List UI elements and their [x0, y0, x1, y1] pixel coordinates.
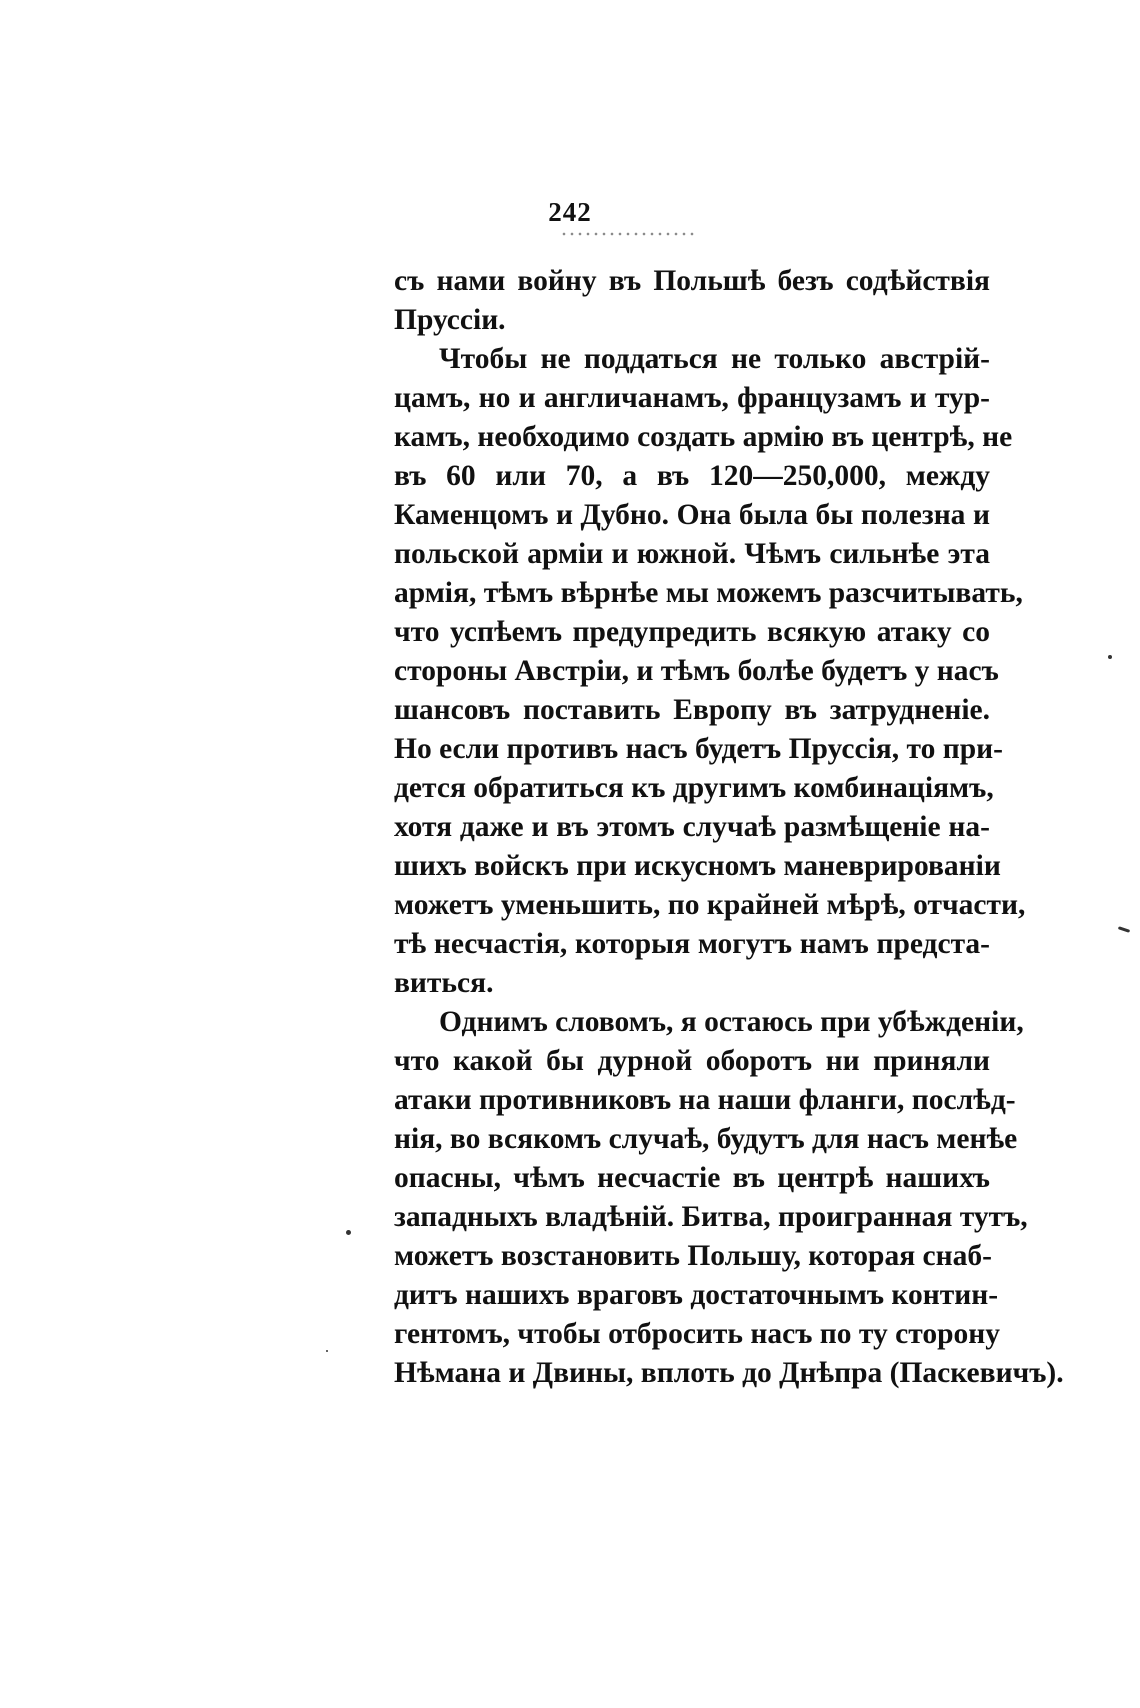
text-line: что какой бы дурной оборотъ ни приняли — [394, 1045, 990, 1077]
text-line: польской арміи и южной. Чѣмъ сильнѣе эта — [394, 538, 990, 570]
text-line: шансовъ поставить Европу въ затрудненіе. — [394, 694, 990, 726]
text-line: камъ, необходимо создать армію въ центрѣ, не — [394, 421, 1013, 453]
text-line: армія, тѣмъ вѣрнѣе мы можемъ разсчитывать, — [394, 577, 1023, 609]
margin-speck — [1118, 926, 1130, 933]
text-line: въ 60 или 70, а въ 120—250,000, между — [394, 460, 990, 492]
text-line: Пруссіи. — [394, 304, 506, 336]
text-line: гентомъ, чтобы отбросить насъ по ту сторону — [394, 1318, 1001, 1350]
page-number-ornament — [560, 230, 696, 238]
text-line: тѣ несчастія, которыя могутъ намъ предста- — [394, 928, 990, 960]
page-number: 242 — [548, 197, 592, 227]
text-line: западныхъ владѣній. Битва, проигранная тутъ, — [394, 1201, 1028, 1233]
text-line: можетъ возстановить Польшу, которая снаб- — [394, 1240, 992, 1272]
text-line: Но если противъ насъ будетъ Пруссія, то при- — [394, 733, 1003, 765]
text-line: атаки противниковъ на наши фланги, послѣд- — [394, 1084, 1016, 1116]
text-line: съ нами войну въ Польшѣ безъ содѣйствія — [394, 265, 990, 297]
text-line: Нѣмана и Двины, вплоть до Днѣпра (Паскевичъ). — [394, 1357, 1064, 1389]
text-line: можетъ уменьшить, по крайней мѣрѣ, отчасти, — [394, 889, 1026, 921]
text-line: Однимъ словомъ, я остаюсь при убѣжденіи, — [439, 1006, 1024, 1038]
text-line: виться. — [394, 967, 494, 999]
margin-speck — [326, 1350, 328, 1352]
paragraph — [394, 1003, 1064, 1393]
text-line: нія, во всякомъ случаѣ, будутъ для насъ менѣе — [394, 1123, 1018, 1155]
body-text — [394, 262, 1064, 1393]
text-line: шихъ войскъ при искусномъ маневрированіи — [394, 850, 1001, 882]
paragraph — [394, 262, 990, 340]
text-line: Чтобы не поддаться не только австрій- — [439, 343, 990, 375]
margin-speck — [1108, 655, 1112, 659]
margin-speck — [346, 1230, 351, 1235]
text-line: цамъ, но и англичанамъ, французамъ и тур- — [394, 382, 990, 414]
text-line: что успѣемъ предупредить всякую атаку со — [394, 616, 990, 648]
paragraph — [394, 340, 1026, 1003]
text-line: дитъ нашихъ враговъ достаточнымъ контин- — [394, 1279, 999, 1311]
text-line: Каменцомъ и Дубно. Она была бы полезна и — [394, 499, 990, 531]
text-line: стороны Австріи, и тѣмъ болѣе будетъ у насъ — [394, 655, 999, 687]
text-line: хотя даже и въ этомъ случаѣ размѣщеніе на- — [394, 811, 990, 843]
text-line: опасны, чѣмъ несчастіе въ центрѣ нашихъ — [394, 1162, 990, 1194]
text-line: дется обратиться къ другимъ комбинаціямъ, — [394, 772, 994, 804]
